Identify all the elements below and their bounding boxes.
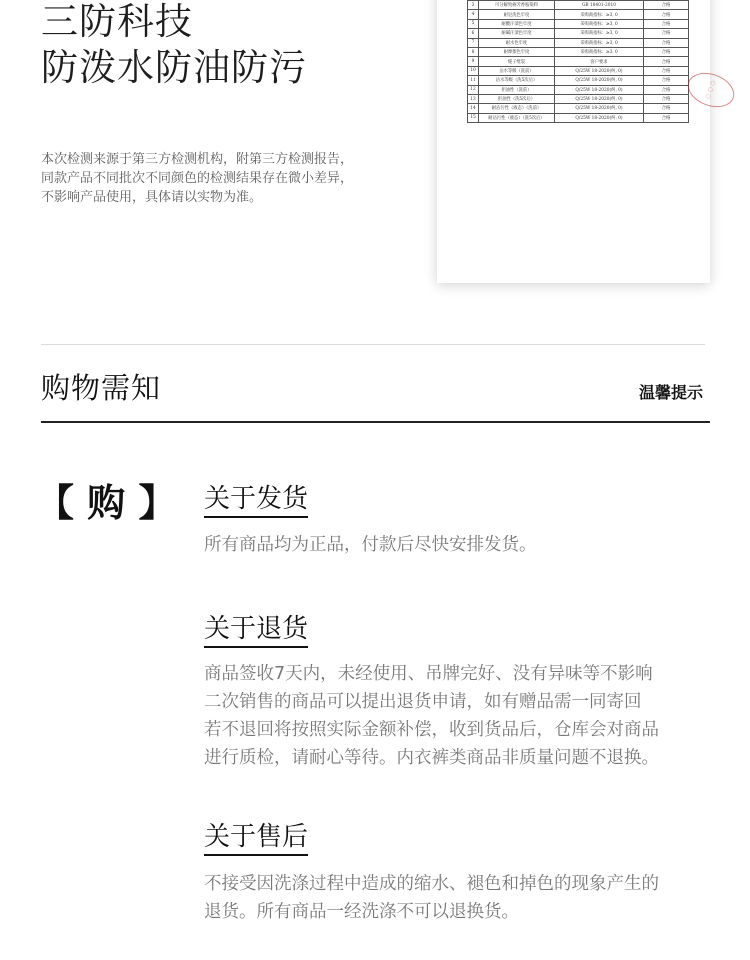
report-cell: 采购商指标：≥3, 0 xyxy=(555,19,644,28)
report-row xyxy=(468,29,689,38)
report-cell: 耐沾污性（液态）（洗5次后） xyxy=(479,113,555,122)
report-cell: 4 xyxy=(468,10,479,19)
report-row xyxy=(468,10,689,19)
report-cell: 沾水等级（洗前） xyxy=(479,66,555,75)
report-cell: 合格 xyxy=(644,38,689,47)
report-cell: 合格 xyxy=(644,1,689,10)
inspection-stamp: ◌ ◌ ◌ xyxy=(683,67,739,113)
report-cell: 合格 xyxy=(644,19,689,28)
report-cell: 采购商指标：≥3, 0 xyxy=(555,29,644,38)
report-cell: 采购商指标：≥3, 0 xyxy=(555,38,644,47)
report-cell: 合格 xyxy=(644,113,689,122)
report-cell: 7 xyxy=(468,38,479,47)
report-cell: Q/25W 18-2020(纠, 0) xyxy=(555,113,644,122)
test-report-image xyxy=(437,0,710,283)
report-row xyxy=(468,47,689,56)
report-cell: 合格 xyxy=(644,85,689,94)
section-divider xyxy=(41,421,710,423)
report-cell: Q/25W 18-2020(纠, 0) xyxy=(555,76,644,85)
report-cell: 3 xyxy=(468,1,479,10)
return-text-line: 商品签收7天内，未经使用、吊牌完好、没有异味等不影响 xyxy=(204,664,653,684)
report-cell: 耐沾污性（液态）（洗前） xyxy=(479,104,555,113)
report-cell: 可分解致癌芳香胺染料 xyxy=(479,1,555,10)
report-cell: 耐摩擦色牢度 xyxy=(479,47,555,56)
report-cell: 9 xyxy=(468,57,479,66)
note-line: 同款产品不同批次不同颜色的检测结果存在微小差异， xyxy=(41,171,354,186)
report-row xyxy=(468,57,689,66)
report-row xyxy=(468,1,689,10)
return-title-text: 关于退货 xyxy=(204,614,308,648)
test-report-table xyxy=(467,0,689,123)
return-text-line: 二次销售的商品可以提出退货申请，如有赠品需一同寄回 xyxy=(204,692,642,712)
report-cell: 合格 xyxy=(644,66,689,75)
report-cell: GB 18401-2010 xyxy=(555,1,644,10)
report-cell: 合格 xyxy=(644,10,689,19)
report-cell: 客户要求 xyxy=(555,57,644,66)
note-line: 不影响产品使用，具体请以实物为准。 xyxy=(41,190,263,205)
report-row xyxy=(468,66,689,75)
report-row xyxy=(468,94,689,103)
after-sales-text-line: 不接受因洗涤过程中造成的缩水、褪色和掉色的现象产生的 xyxy=(204,874,659,894)
purchase-bracket-label: 【 购 】 xyxy=(36,481,177,525)
report-cell: Q/25W 18-2020(纠, 0) xyxy=(555,94,644,103)
report-cell: 5 xyxy=(468,19,479,28)
report-cell: 合格 xyxy=(644,94,689,103)
return-text-line: 若不退回将按照实际金额补偿，收到货品后，仓库会对商品 xyxy=(204,720,659,740)
report-cell: 10 xyxy=(468,66,479,75)
note-line: 本次检测来源于第三方检测机构，附第三方检测报告， xyxy=(41,152,354,167)
report-row xyxy=(468,38,689,47)
return-section-text xyxy=(204,660,724,772)
report-cell: 采购商指标：≥3, 0 xyxy=(555,47,644,56)
report-cell: 13 xyxy=(468,94,479,103)
report-cell: 耐碱汗渍色牢度 xyxy=(479,29,555,38)
report-cell: 缝子纰裂 xyxy=(479,57,555,66)
page-title-line2: 防泼水防油防污 xyxy=(41,46,307,89)
page-title-line1: 三防科技 xyxy=(41,0,193,43)
shipping-text-line: 所有商品均为正品，付款后尽快安排发货。 xyxy=(204,535,537,555)
report-cell: 12 xyxy=(468,85,479,94)
report-cell: 合格 xyxy=(644,57,689,66)
shipping-title-text: 关于发货 xyxy=(204,484,308,518)
report-cell: 拒油性（洗5次后） xyxy=(479,94,555,103)
shipping-section-text xyxy=(204,531,724,559)
report-cell: 拒油性（洗前） xyxy=(479,85,555,94)
report-cell: Q/25W 18-2020(纠, 0) xyxy=(555,104,644,113)
report-cell: 合格 xyxy=(644,104,689,113)
report-cell: 采购商指标：≥3, 0 xyxy=(555,10,644,19)
report-cell: 15 xyxy=(468,113,479,122)
report-cell: 8 xyxy=(468,47,479,56)
report-cell: 合格 xyxy=(644,47,689,56)
shopping-notice-title: 购物需知 xyxy=(41,371,162,405)
report-row xyxy=(468,19,689,28)
report-cell: 14 xyxy=(468,104,479,113)
return-section-title xyxy=(204,612,308,646)
report-cell: Q/25W 18-2020(纠, 0) xyxy=(555,85,644,94)
report-cell: 合格 xyxy=(644,76,689,85)
after-sales-text-line: 退货。所有商品一经洗涤不可以退换货。 xyxy=(204,902,519,922)
report-row xyxy=(468,113,689,122)
after-sales-title-text: 关于售后 xyxy=(204,822,308,856)
report-cell: Q/25W 18-2020(纠, 0) xyxy=(555,66,644,75)
return-text-line: 进行质检，请耐心等待。内衣裤类商品非质量问题不退换。 xyxy=(204,748,659,768)
test-report-note xyxy=(41,150,381,207)
report-row xyxy=(468,85,689,94)
divider xyxy=(41,344,705,345)
report-cell: 沾水等级（洗5次后） xyxy=(479,76,555,85)
report-cell: 耐水色牢度 xyxy=(479,38,555,47)
report-cell: 6 xyxy=(468,29,479,38)
report-row xyxy=(468,104,689,113)
report-cell: 11 xyxy=(468,76,479,85)
report-cell: 耐皂洗色牢度 xyxy=(479,10,555,19)
shipping-section-title xyxy=(204,482,308,516)
shopping-notice-subtitle: 温馨提示 xyxy=(639,383,704,402)
report-cell: 合格 xyxy=(644,29,689,38)
report-row xyxy=(468,76,689,85)
after-sales-section-title xyxy=(204,820,308,854)
report-cell: 耐酸汗渍色牢度 xyxy=(479,19,555,28)
after-sales-section-text xyxy=(204,870,724,926)
